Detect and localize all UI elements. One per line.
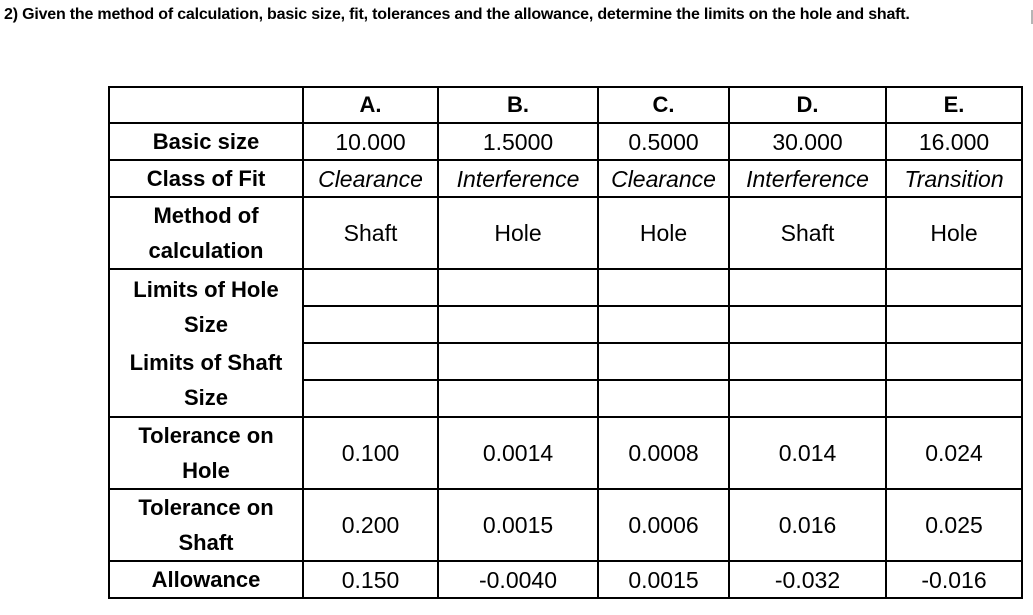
class-of-fit-c: Clearance (598, 160, 729, 197)
limits-hole-lower-d (729, 306, 886, 343)
tolerance-hole-label-line2: Hole (182, 458, 230, 483)
tolerance-hole-label (109, 417, 303, 489)
limits-shaft-upper-e (886, 343, 1022, 380)
tolerance-hole-b: 0.0014 (438, 417, 598, 489)
tolerance-shaft-e: 0.025 (886, 489, 1022, 561)
basic-size-e: 16.000 (886, 123, 1022, 160)
basic-size-c: 0.5000 (598, 123, 729, 160)
limits-shaft-upper-c (598, 343, 729, 380)
tolerance-hole-c: 0.0008 (598, 417, 729, 489)
tolerance-shaft-b: 0.0015 (438, 489, 598, 561)
method-label-line1: Method of (153, 203, 259, 228)
fits-table (108, 86, 1023, 599)
limits-shaft-upper-d (729, 343, 886, 380)
tolerance-shaft-row (109, 489, 1022, 561)
limits-shaft-lower-a (303, 380, 438, 417)
class-of-fit-a: Clearance (303, 160, 438, 197)
column-header-a: A. (303, 87, 438, 123)
allowance-d: -0.032 (729, 561, 886, 598)
limits-shaft-upper-b (438, 343, 598, 380)
column-header-e: E. (886, 87, 1022, 123)
tolerance-hole-d: 0.014 (729, 417, 886, 489)
limits-shaft-lower-c (598, 380, 729, 417)
tolerance-hole-row (109, 417, 1022, 489)
basic-size-d: 30.000 (729, 123, 886, 160)
limits-shaft-lower-b (438, 380, 598, 417)
method-b: Hole (438, 197, 598, 269)
method-label-line2: calculation (148, 238, 264, 263)
allowance-b: -0.0040 (438, 561, 598, 598)
tolerance-hole-e: 0.024 (886, 417, 1022, 489)
class-of-fit-b: Interference (438, 160, 598, 197)
limits-shaft-label-line2: Size (183, 384, 229, 410)
basic-size-label: Basic size (109, 123, 303, 160)
allowance-c: 0.0015 (598, 561, 729, 598)
method-c: Hole (598, 197, 729, 269)
limits-shaft-label-line1: Limits of Shaft (129, 349, 283, 375)
basic-size-a: 10.000 (303, 123, 438, 160)
allowance-e: -0.016 (886, 561, 1022, 598)
method-d: Shaft (729, 197, 886, 269)
basic-size-row (109, 123, 1022, 160)
tolerance-shaft-label (109, 489, 303, 561)
limits-hole-upper-d (729, 269, 886, 306)
limits-hole-lower-c (598, 306, 729, 343)
column-header-c: C. (598, 87, 729, 123)
limits-hole-row-upper (109, 269, 1022, 306)
class-of-fit-label: Class of Fit (109, 160, 303, 197)
limits-shaft-lower-e (886, 380, 1022, 417)
limits-hole-lower-e (886, 306, 1022, 343)
tolerance-hole-a: 0.100 (303, 417, 438, 489)
limits-hole-upper-e (886, 269, 1022, 306)
class-of-fit-row (109, 160, 1022, 197)
limits-hole-label (109, 269, 303, 343)
limits-hole-label-line1: Limits of Hole (133, 276, 279, 302)
column-header-b: B. (438, 87, 598, 123)
class-of-fit-e: Transition (886, 160, 1022, 197)
limits-hole-upper-b (438, 269, 598, 306)
allowance-row (109, 561, 1022, 598)
limits-hole-lower-b (438, 306, 598, 343)
limits-shaft-row-upper (109, 343, 1022, 380)
header-corner-cell (109, 87, 303, 123)
tolerance-shaft-d: 0.016 (729, 489, 886, 561)
basic-size-b: 1.5000 (438, 123, 598, 160)
tolerance-shaft-label-line2: Shaft (178, 530, 234, 555)
tolerance-shaft-c: 0.0006 (598, 489, 729, 561)
limits-shaft-label (109, 343, 303, 417)
method-e: Hole (886, 197, 1022, 269)
method-a: Shaft (303, 197, 438, 269)
header-row (109, 87, 1022, 123)
allowance-label: Allowance (109, 561, 303, 598)
method-label (109, 197, 303, 269)
tolerance-shaft-label-line1: Tolerance on (138, 495, 274, 520)
limits-hole-upper-c (598, 269, 729, 306)
allowance-a: 0.150 (303, 561, 438, 598)
limits-hole-upper-a (303, 269, 438, 306)
limits-shaft-upper-a (303, 343, 438, 380)
limits-hole-lower-a (303, 306, 438, 343)
limits-hole-label-line2: Size (183, 311, 229, 337)
limits-shaft-lower-d (729, 380, 886, 417)
tolerance-hole-label-line1: Tolerance on (138, 423, 274, 448)
method-row (109, 197, 1022, 269)
class-of-fit-d: Interference (729, 160, 886, 197)
question-text: 2) Given the method of calculation, basic size, fit, tolerances and the allowance, determine the limits on the hole and shaft. (4, 6, 910, 23)
tolerance-shaft-a: 0.200 (303, 489, 438, 561)
column-header-d: D. (729, 87, 886, 123)
